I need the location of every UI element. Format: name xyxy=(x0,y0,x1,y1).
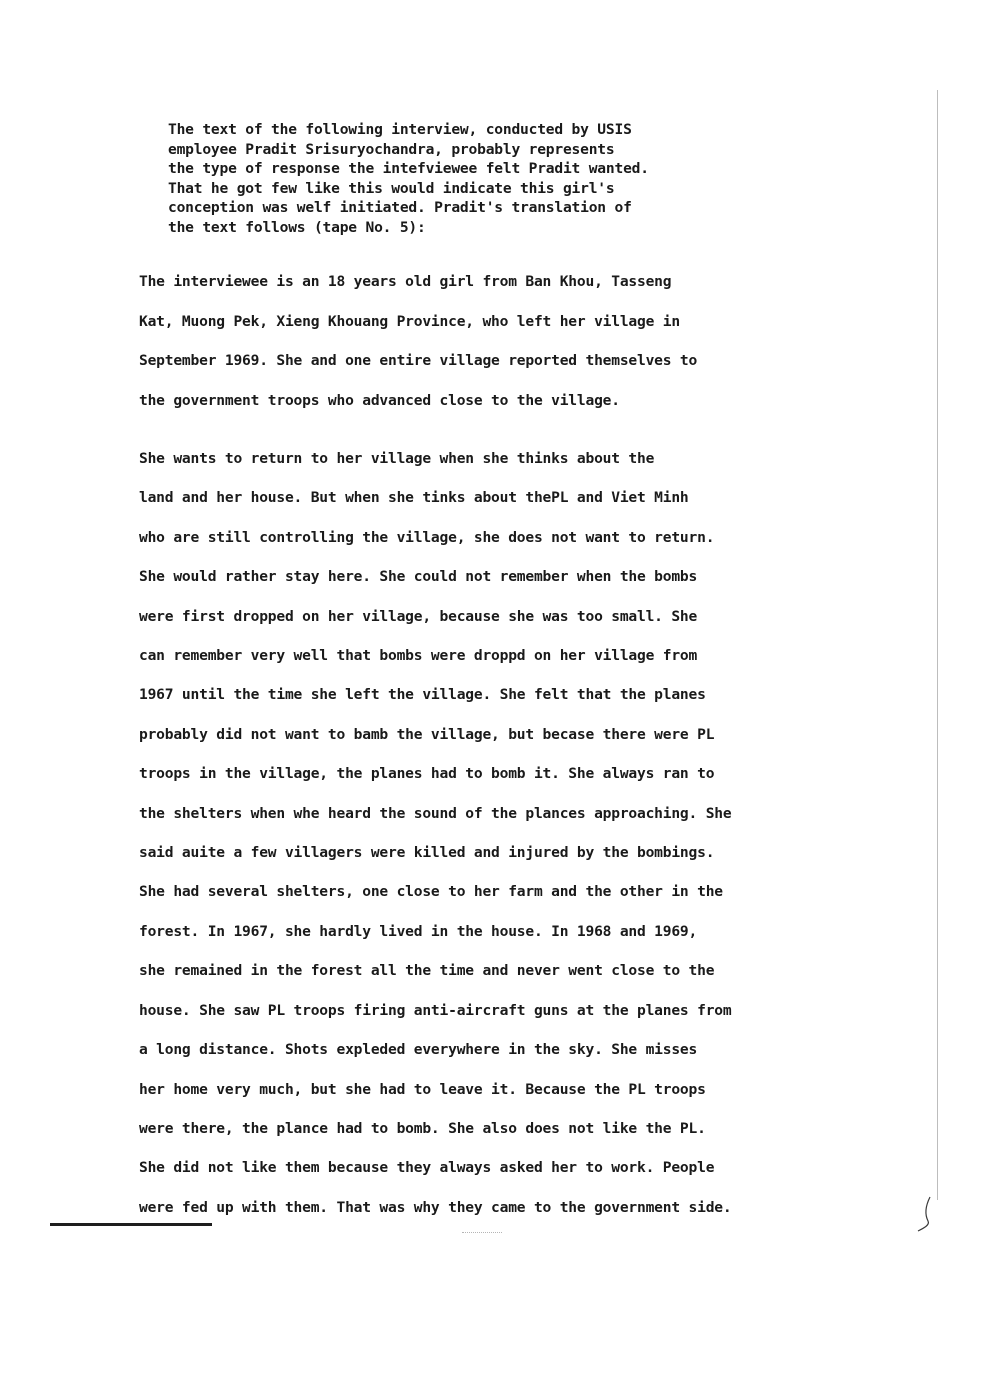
intro-line: The text of the following interview, conducted by USIS xyxy=(168,121,632,138)
footer-rule xyxy=(50,1223,212,1226)
text-line: probably did not want to bamb the village, but becase there were PL xyxy=(139,725,715,743)
text-line: She wants to return to her village when she thinks about the xyxy=(139,450,655,467)
text-line: house. She saw PL troops firing anti-aircraft guns at the planes from xyxy=(139,1001,732,1019)
paragraph-1 xyxy=(139,262,839,421)
scan-speck xyxy=(462,1232,502,1234)
text-line: 1967 until the time she left the village. She felt that the planes xyxy=(139,686,706,704)
text-line: September 1969. She and one entire village reported themselves to xyxy=(139,352,698,370)
text-line: were fed up with them. That was why they came to the government side. xyxy=(139,1198,732,1216)
text-line: can remember very well that bombs were droppd on her village from xyxy=(139,647,698,665)
text-line: her home very much, but she had to leave it. Because the PL troops xyxy=(139,1080,706,1098)
text-line: troops in the village, the planes had to bomb it. She always ran to xyxy=(139,765,715,783)
text-line: She did not like them because they always asked her to work. People xyxy=(139,1159,715,1177)
text-line: the shelters when whe heard the sound of the plances approaching. She xyxy=(139,804,732,822)
page-edge-line xyxy=(937,90,938,1200)
text-line: were first dropped on her village, because she was too small. She xyxy=(139,607,698,625)
intro-line: employee Pradit Srisuryochandra, probably represents xyxy=(168,140,615,158)
text-line: She would rather stay here. She could not remember when the bombs xyxy=(139,568,698,586)
text-line: land and her house. But when she tinks about thePL and Viet Minh xyxy=(139,489,689,507)
intro-note xyxy=(168,120,748,237)
text-line: said auite a few villagers were killed and injured by the bombings. xyxy=(139,844,715,862)
text-line: she remained in the forest all the time and never went close to the xyxy=(139,962,715,980)
intro-line: the type of response the intefviewee felt Pradit wanted. xyxy=(168,160,649,177)
text-line: the government troops who advanced close to the village. xyxy=(139,392,620,410)
pen-mark xyxy=(916,1195,938,1233)
text-line: forest. In 1967, she hardly lived in the house. In 1968 and 1969, xyxy=(139,922,698,940)
text-line: who are still controlling the village, she does not want to return. xyxy=(139,528,715,546)
intro-line: conception was welf initiated. Pradit's translation of xyxy=(168,199,632,216)
intro-line: That he got few like this would indicate this girl's xyxy=(168,179,615,197)
text-line: a long distance. Shots expleded everywhere in the sky. She misses xyxy=(139,1041,698,1059)
paragraph-2 xyxy=(139,439,839,1227)
text-line: The interviewee is an 18 years old girl from Ban Khou, Tasseng xyxy=(139,273,672,290)
intro-line: the text follows (tape No. 5): xyxy=(168,218,426,236)
text-line: She had several shelters, one close to her farm and the other in the xyxy=(139,883,723,901)
text-line: Kat, Muong Pek, Xieng Khouang Province, who left her village in xyxy=(139,312,680,330)
text-line: were there, the plance had to bomb. She also does not like the PL. xyxy=(139,1119,706,1137)
